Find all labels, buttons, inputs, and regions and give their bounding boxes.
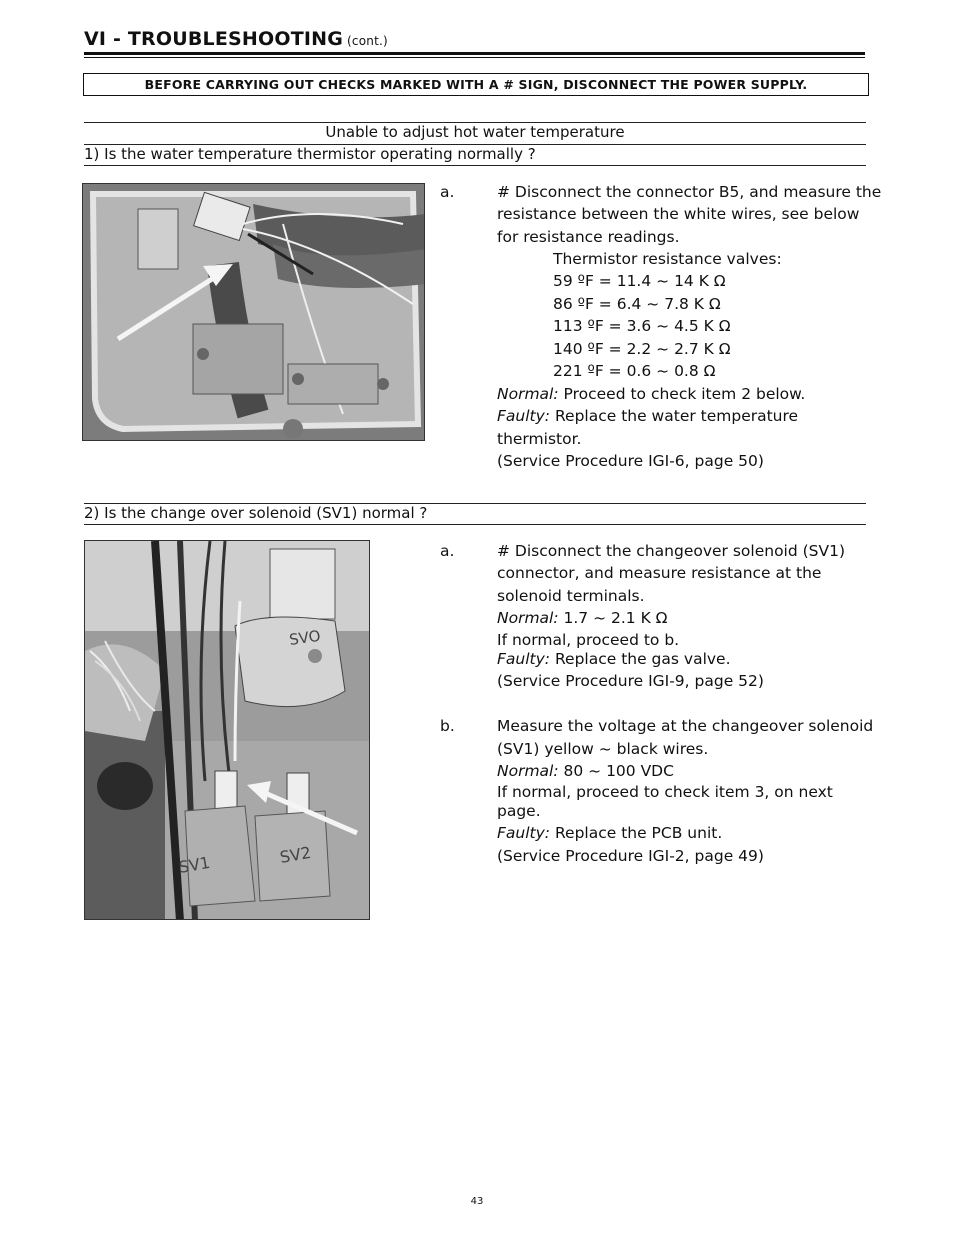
faulty-label: Faulty: xyxy=(497,407,551,425)
sv1-label: SV1 xyxy=(177,852,212,877)
solenoid-photo xyxy=(84,540,370,920)
thermistor-photo xyxy=(82,183,425,441)
faulty-label: Faulty: xyxy=(497,824,551,842)
question-1: 1) Is the water temperature thermistor operating normally ? xyxy=(84,145,536,163)
warning-box: BEFORE CARRYING OUT CHECKS MARKED WITH A # SIGN, DISCONNECT THE POWER SUPPLY. xyxy=(83,73,869,96)
q1-step-a-marker: a. xyxy=(440,183,455,201)
faulty-label: Faulty: xyxy=(497,650,551,668)
normal-text: Proceed to check item 2 below. xyxy=(558,385,806,403)
resistance-reading: 59 ºF = 11.4 ~ 14 K Ω xyxy=(553,272,726,290)
section-subtitle: Unable to adjust hot water temperature xyxy=(325,123,625,141)
normal-label: Normal: xyxy=(497,609,559,627)
normal-label: Normal: xyxy=(497,385,559,403)
q2-a-normal xyxy=(497,607,668,630)
question-2: 2) Is the change over solenoid (SV1) normal ? xyxy=(84,504,428,522)
q2-step-b-marker: b. xyxy=(440,717,455,735)
resistance-reading: 113 ºF = 3.6 ~ 4.5 K Ω xyxy=(553,317,731,335)
q1-faulty-cont: thermistor. xyxy=(497,430,582,448)
header-rule xyxy=(84,52,865,55)
svo-label: SVO xyxy=(288,626,322,649)
q2-b-normal xyxy=(497,760,674,783)
divider xyxy=(84,524,866,525)
divider xyxy=(84,165,866,166)
sv2-label: SV2 xyxy=(278,842,313,867)
page-title xyxy=(84,28,388,50)
section-title: VI - TROUBLESHOOTING xyxy=(84,28,344,50)
q2-b-if-normal-1: If normal, proceed to check item 3, on next xyxy=(497,783,833,801)
q2-step-b-line1: Measure the voltage at the changeover solenoid xyxy=(497,717,874,735)
q1-step-a-line1: # Disconnect the connector B5, and measure the xyxy=(497,183,882,201)
q2-b-faulty xyxy=(497,822,722,845)
q2-a-if-normal: If normal, proceed to b. xyxy=(497,631,680,649)
faulty-text: Replace the gas valve. xyxy=(550,650,731,668)
faulty-text: Replace the water temperature xyxy=(550,407,799,425)
q1-step-a-line3: for resistance readings. xyxy=(497,228,680,246)
q2-b-if-normal-2: page. xyxy=(497,802,541,820)
q2-step-b-line2: (SV1) yellow ~ black wires. xyxy=(497,740,709,758)
q1-service-ref: (Service Procedure IGI-6, page 50) xyxy=(497,452,764,470)
q2-b-service-ref: (Service Procedure IGI-2, page 49) xyxy=(497,847,764,865)
q2-step-a-marker: a. xyxy=(440,542,455,560)
page-number: 43 xyxy=(470,1196,484,1207)
resistance-table-title: Thermistor resistance valves: xyxy=(553,250,782,268)
normal-label: Normal: xyxy=(497,762,559,780)
normal-text: 80 ~ 100 VDC xyxy=(558,762,674,780)
q2-a-faulty xyxy=(497,648,731,671)
q2-step-a-line3: solenoid terminals. xyxy=(497,587,645,605)
q1-step-a-line2: resistance between the white wires, see below xyxy=(497,205,860,223)
q2-a-service-ref: (Service Procedure IGI-9, page 52) xyxy=(497,672,764,690)
resistance-reading: 221 ºF = 0.6 ~ 0.8 Ω xyxy=(553,362,716,380)
q2-step-a-line1: # Disconnect the changeover solenoid (SV1) xyxy=(497,542,846,560)
header-rule-thin xyxy=(84,57,865,58)
resistance-reading: 86 ºF = 6.4 ~ 7.8 K Ω xyxy=(553,295,721,313)
solenoid-photo-illustration xyxy=(85,541,370,920)
resistance-reading: 140 ºF = 2.2 ~ 2.7 K Ω xyxy=(553,340,731,358)
thermistor-photo-illustration xyxy=(83,184,425,441)
faulty-text: Replace the PCB unit. xyxy=(550,824,723,842)
q1-faulty xyxy=(497,405,798,428)
q1-normal xyxy=(497,383,805,406)
continued-label: (cont.) xyxy=(347,34,388,48)
q2-step-a-line2: connector, and measure resistance at the xyxy=(497,564,822,582)
normal-text: 1.7 ~ 2.1 K Ω xyxy=(558,609,668,627)
